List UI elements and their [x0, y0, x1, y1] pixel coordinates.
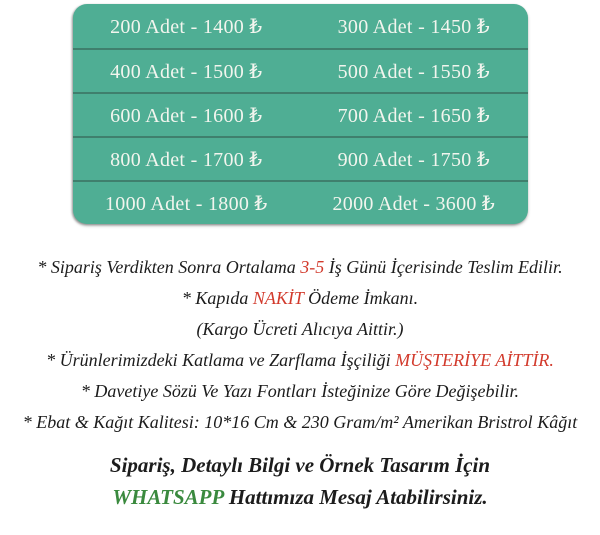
note-highlight-cash: NAKİT	[252, 288, 304, 308]
notes-section	[0, 252, 600, 438]
note-highlight-delivery-days: 3-5	[300, 257, 325, 277]
price-cell: 400 Adet - 1500 ₺	[110, 60, 263, 83]
footer-line1: Sipariş, Detaylı Bilgi ve Örnek Tasarım İçin	[109, 453, 491, 477]
table-row	[73, 136, 528, 180]
note-fonts: * Davetiye Sözü Ve Yazı Fontları İsteğinize Göre Değişebilir.	[80, 381, 520, 401]
note-paper: * Ebat & Kağıt Kalitesi: 10*16 Cm & 230 Gram/m² Amerikan Bristrol Kâğıt	[22, 412, 578, 432]
table-row	[73, 4, 528, 48]
note-text: * Kapıda	[181, 288, 253, 308]
price-cell: 700 Adet - 1650 ₺	[337, 104, 490, 127]
note-labor	[0, 345, 600, 376]
price-cell: 800 Adet - 1700 ₺	[110, 148, 263, 171]
footer-section	[0, 449, 600, 513]
note-cargo: (Kargo Ücreti Alıcıya Aittir.)	[196, 319, 404, 339]
price-table	[73, 4, 528, 224]
price-cell: 1000 Adet - 1800 ₺	[104, 192, 268, 215]
table-row	[73, 180, 528, 224]
footer-line2-rest: Hattımıza Mesaj Atabilirsiniz.	[223, 485, 488, 509]
note-text: * Ürünlerimizdeki Katlama ve Zarflama İşçiliği	[46, 350, 396, 370]
pricing-flyer	[0, 4, 600, 535]
price-cell: 600 Adet - 1600 ₺	[110, 104, 263, 127]
price-cell: 900 Adet - 1750 ₺	[337, 148, 490, 171]
note-payment	[0, 283, 600, 314]
note-highlight-customer: MÜŞTERİYE AİTTİR.	[395, 350, 554, 370]
note-text: * Sipariş Verdikten Sonra Ortalama	[37, 257, 301, 277]
table-row	[73, 92, 528, 136]
note-text: İş Günü İçerisinde Teslim Edilir.	[324, 257, 563, 277]
whatsapp-label: WHATSAPP	[112, 485, 224, 509]
footer-line2	[0, 481, 600, 513]
price-cell: 200 Adet - 1400 ₺	[110, 15, 263, 38]
price-cell: 500 Adet - 1550 ₺	[337, 60, 490, 83]
note-text: Ödeme İmkanı.	[303, 288, 419, 308]
price-cell: 300 Adet - 1450 ₺	[337, 15, 490, 38]
price-cell: 2000 Adet - 3600 ₺	[332, 192, 496, 215]
table-row	[73, 48, 528, 92]
note-delivery	[0, 252, 600, 283]
